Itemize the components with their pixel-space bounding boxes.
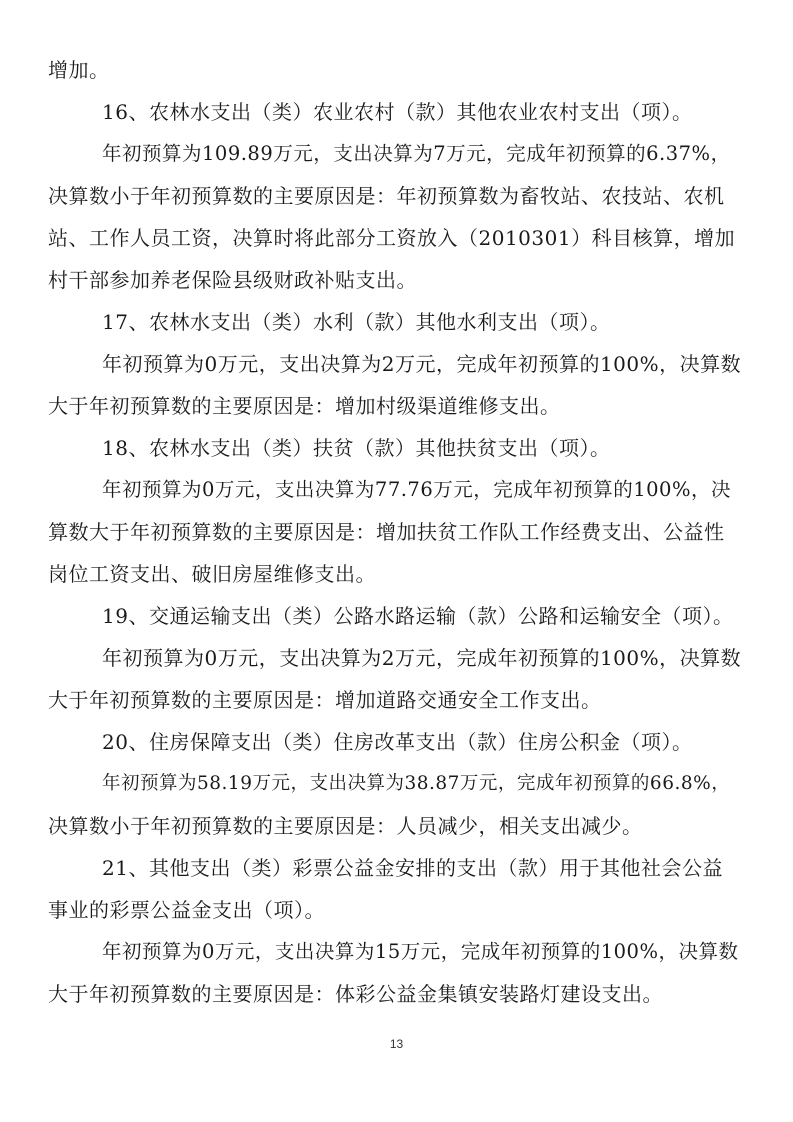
text-line: 事业的彩票公益金支出（项）。 bbox=[48, 898, 325, 922]
text-line: 年初预算为0万元，支出决算为15万元，完成年初预算的100%，决算数 bbox=[102, 940, 739, 963]
text-line: 岗位工资支出、破旧房屋维修支出。 bbox=[48, 562, 376, 586]
text-line: 站、工作人员工资，决算时将此部分工资放入（2010301）科目核算，增加 bbox=[48, 226, 736, 250]
text-line: 年初预算为0万元，支出决算为77.76万元，完成年初预算的100%，决 bbox=[102, 478, 731, 501]
item-heading-18: 18、农林水支出（类）扶贫（款）其他扶贫支出（项）。 bbox=[102, 436, 611, 460]
item-heading-21: 21、其他支出（类）彩票公益金安排的支出（款）用于其他社会公益 bbox=[102, 856, 723, 880]
text-line: 大于年初预算数的主要原因是：增加村级渠道维修支出。 bbox=[48, 394, 561, 418]
text-line: 年初预算为58.19万元，支出决算为38.87万元，完成年初预算的66.8%， bbox=[102, 773, 731, 794]
item-heading-19: 19、交通运输支出（类）公路水路运输（款）公路和运输安全（项）。 bbox=[102, 604, 734, 628]
text-line: 决算数小于年初预算数的主要原因是：人员减少，相关支出减少。 bbox=[48, 814, 643, 838]
text-line: 村干部参加养老保险县级财政补贴支出。 bbox=[48, 268, 417, 292]
page-number: 13 bbox=[389, 1037, 404, 1051]
item-heading-20: 20、住房保障支出（类）住房改革支出（款）住房公积金（项）。 bbox=[102, 730, 693, 754]
text-line: 增加。 bbox=[48, 58, 110, 82]
text-line: 大于年初预算数的主要原因是：体彩公益金集镇安装路灯建设支出。 bbox=[48, 982, 663, 1006]
text-line: 算数大于年初预算数的主要原因是：增加扶贫工作队工作经费支出、公益性 bbox=[48, 520, 725, 544]
item-heading-17: 17、农林水支出（类）水利（款）其他水利支出（项）。 bbox=[102, 310, 611, 334]
text-line: 决算数小于年初预算数的主要原因是：年初预算数为畜牧站、农技站、农机 bbox=[48, 184, 725, 208]
text-line: 年初预算为109.89万元，支出决算为7万元，完成年初预算的6.37%， bbox=[102, 142, 731, 165]
item-heading-16: 16、农林水支出（类）农业农村（款）其他农业农村支出（项）。 bbox=[102, 100, 693, 124]
text-line: 年初预算为0万元，支出决算为2万元，完成年初预算的100%，决算数 bbox=[102, 646, 742, 670]
text-line: 年初预算为0万元，支出决算为2万元，完成年初预算的100%，决算数 bbox=[102, 352, 742, 376]
text-line: 大于年初预算数的主要原因是：增加道路交通安全工作支出。 bbox=[48, 688, 602, 712]
